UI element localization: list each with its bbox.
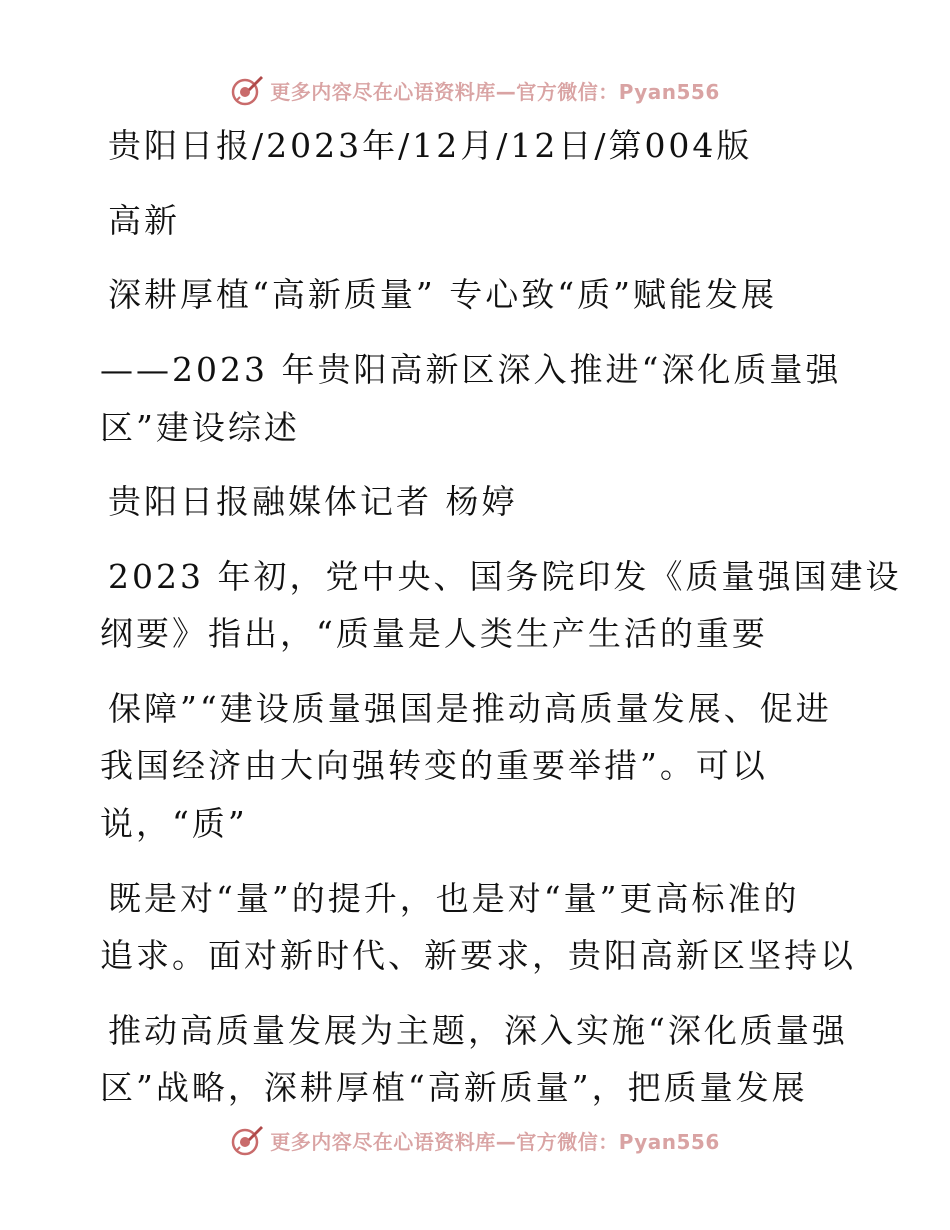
watermark-text: 更多内容尽在心语资料库—官方微信：Pyan556 [270, 79, 720, 104]
watermark-footer [0, 1120, 950, 1160]
article-line: 2023 年初，党中央、国务院印发《质量强国建设 [108, 557, 902, 596]
article-line: ——2023 年贵阳高新区深入推进“深化质量强 [100, 350, 842, 389]
article-line: 贵阳日报融媒体记者 杨婷 [108, 482, 518, 521]
article-line: 既是对“量”的提升，也是对“量”更高标准的 [108, 879, 800, 918]
article-line: 追求。面对新时代、新要求，贵阳高新区坚持以 [100, 936, 856, 975]
article-line: 区”战略，深耕厚植“高新质量”，把质量发展 [100, 1068, 808, 1107]
watermark-header [0, 70, 950, 110]
article-line: 推动高质量发展为主题，深入实施“深化质量强 [108, 1011, 848, 1050]
article-line: 区”建设综述 [100, 408, 300, 447]
article-line: 保障”“建设质量强国是推动高质量发展、促进 [108, 689, 832, 728]
article-line: 深耕厚植“高新质量” 专心致“质”赋能发展 [108, 275, 777, 314]
article-line: 高新 [108, 201, 180, 240]
watermark-text: 更多内容尽在心语资料库—官方微信：Pyan556 [270, 1129, 720, 1154]
article-line: 贵阳日报/2023年/12月/12日/第004版 [108, 126, 753, 165]
article-line: 说，“质” [100, 804, 248, 843]
article-line: 我国经济由大向强转变的重要举措”。可以 [100, 746, 768, 785]
article-line: 纲要》指出，“质量是人类生产生活的重要 [100, 614, 768, 653]
pen-logo-icon [230, 73, 264, 107]
pen-logo-icon [230, 1123, 264, 1157]
